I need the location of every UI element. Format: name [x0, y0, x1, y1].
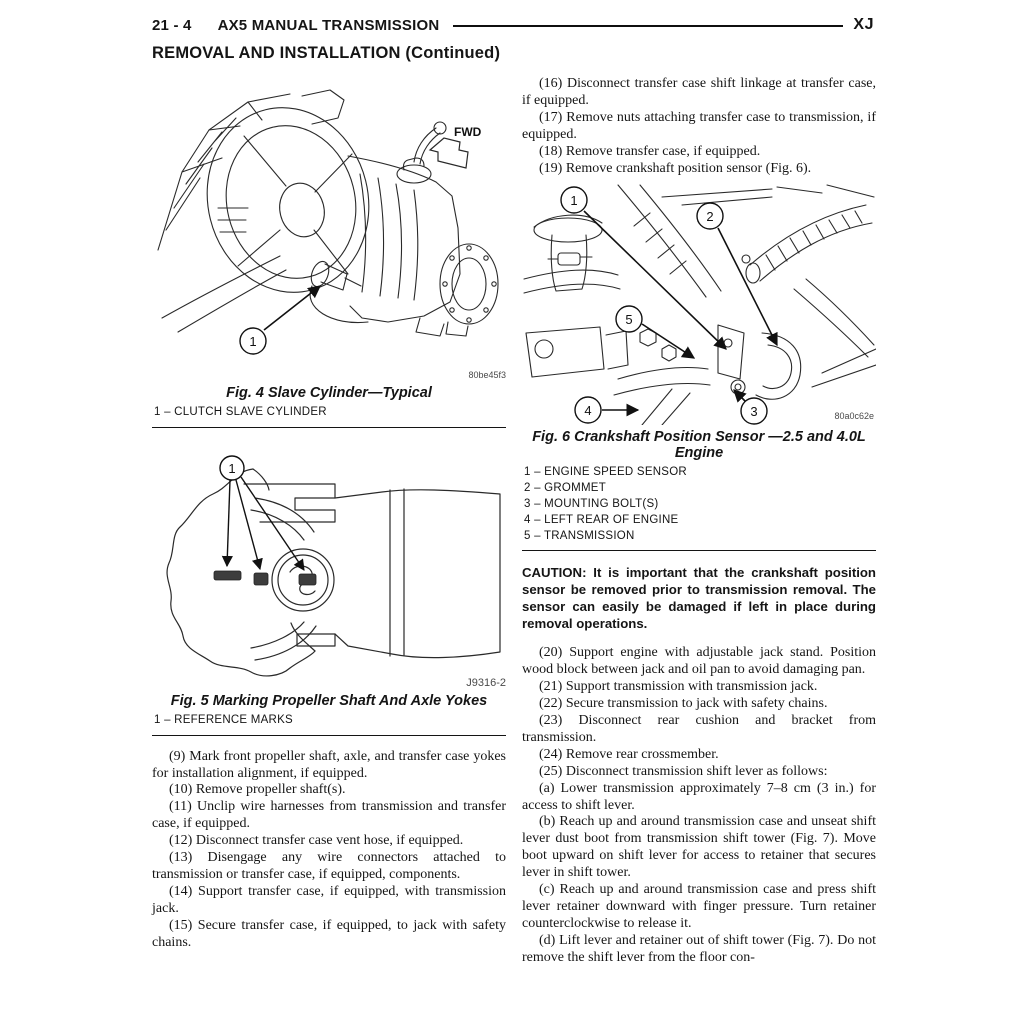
- legend-item: 1 – ENGINE SPEED SENSOR: [524, 466, 687, 479]
- section-heading: REMOVAL AND INSTALLATION (Continued): [152, 44, 501, 62]
- header-rule: [453, 25, 843, 27]
- step-paragraph: (10) Remove propeller shaft(s).: [169, 782, 346, 798]
- step-paragraph: (22) Secure transmission to jack with safety chains.: [539, 696, 828, 712]
- callout-1-number: 1: [570, 193, 578, 209]
- callout-1: [220, 456, 304, 570]
- callout-5-number: 5: [625, 312, 633, 328]
- step-paragraph: (19) Remove crankshaft position sensor (Fig. 6).: [539, 160, 812, 176]
- legend-item: 5 – TRANSMISSION: [524, 529, 635, 542]
- legend-item: 4 – LEFT REAR OF ENGINE: [524, 513, 679, 526]
- step-paragraph: (14) Support transfer case, if equipped, with transmission jack.: [152, 883, 506, 916]
- figure-6-caption-line2: Engine: [674, 445, 724, 462]
- figure-4-drawing: [152, 80, 506, 370]
- transmission-line-art: [158, 90, 498, 336]
- chapter-title: AX5 MANUAL TRANSMISSION: [217, 16, 440, 34]
- step-paragraph: (11) Unclip wire harnesses from transmission and transfer case, if equipped.: [152, 799, 506, 832]
- callout-1: [240, 286, 320, 354]
- right-steps-top: [522, 76, 876, 177]
- page-number: 21 - 4: [152, 16, 192, 34]
- legend-item: 3 – MOUNTING BOLT(S): [524, 498, 659, 511]
- figure-5-legend: [152, 714, 506, 728]
- callout-3-number: 3: [750, 404, 758, 420]
- figure-6-legend: [522, 466, 876, 543]
- divider-rule: [522, 550, 876, 551]
- step-paragraph: (13) Disengage any wire connectors attached to transmission or transfer case, if equipped, components.: [152, 850, 506, 882]
- step-paragraph: (25) Disconnect transmission shift lever as follows:: [539, 763, 828, 779]
- figure-4: [152, 80, 506, 381]
- fwd-label: FWD: [454, 125, 482, 139]
- reference-marks: [214, 571, 316, 585]
- step-paragraph: (20) Support engine with adjustable jack stand. Position wood block between jack and oil pan to avoid damaging pan.: [522, 645, 876, 678]
- callout-1-number: 1: [249, 334, 257, 349]
- divider-rule: [152, 735, 506, 736]
- figure-5-code: J9316-2: [466, 676, 506, 689]
- figure-5: [152, 440, 506, 689]
- figure-6-caption: [522, 429, 876, 461]
- left-steps: [152, 749, 506, 952]
- figure-6-caption-line1: Fig. 6 Crankshaft Position Sensor —2.5 and 4.0L: [532, 429, 866, 446]
- figure-5-drawing: [152, 440, 506, 678]
- callout-1-number: 1: [228, 460, 236, 476]
- figure-4-caption: Fig. 4 Slave Cylinder—Typical: [226, 385, 432, 401]
- step-paragraph: (16) Disconnect transfer case shift linkage at transfer case, if equipped.: [522, 76, 876, 108]
- step-paragraph: (24) Remove rear crossmember.: [539, 746, 719, 762]
- legend-item: 2 – GROMMET: [524, 482, 606, 495]
- figure-6: [522, 183, 876, 425]
- figure-4-code: 80be45f3: [468, 370, 506, 380]
- right-column: [522, 76, 876, 967]
- step-paragraph: (c) Reach up and around transmission case and press shift lever retainer downward with finger pressure. Turn retainer counterclockwise to release it.: [522, 882, 876, 931]
- fwd-arrow: [430, 125, 482, 168]
- figure-6-drawing: [522, 183, 876, 425]
- figure-5-caption: Fig. 5 Marking Propeller Shaft And Axle Yokes: [170, 692, 488, 709]
- step-paragraph: (17) Remove nuts attaching transfer case to transmission, if equipped.: [522, 109, 876, 142]
- step-paragraph: (b) Reach up and around transmission case and unseat shift lever dust boot from transmission shift tower (Fig. 7). Move boot upward on shift lever for access to retainer that secures lever in shift tower.: [522, 814, 876, 881]
- page-header: [152, 16, 874, 34]
- figure-4-legend: [152, 406, 506, 420]
- step-paragraph: (21) Support transmission with transmission jack.: [539, 679, 818, 695]
- divider-rule: [152, 427, 506, 428]
- left-column: [152, 80, 506, 951]
- caution-paragraph: CAUTION: It is important that the crankshaft position sensor be removed prior to transmission removal. The sensor can easily be damaged if left in place during removal operations.: [522, 565, 876, 632]
- step-paragraph: (9) Mark front propeller shaft, axle, and transfer case yokes for installation alignment, if equipped.: [152, 748, 506, 781]
- callout-4-number: 4: [584, 403, 592, 419]
- legend-item: 1 – REFERENCE MARKS: [154, 713, 293, 726]
- right-steps-bottom: [522, 645, 876, 966]
- step-paragraph: (d) Lift lever and retainer out of shift tower (Fig. 7). Do not remove the shift lever from the floor con-: [522, 932, 876, 965]
- callout-2-number: 2: [706, 209, 714, 225]
- figure-6-code: 80a0c62e: [834, 411, 874, 422]
- model-code: XJ: [853, 16, 874, 33]
- step-paragraph: (15) Secure transfer case, if equipped, to jack with safety chains.: [152, 917, 506, 950]
- step-paragraph: (12) Disconnect transfer case vent hose, if equipped.: [169, 833, 464, 849]
- step-paragraph: (23) Disconnect rear cushion and bracket from transmission.: [522, 713, 876, 745]
- step-paragraph: (18) Remove transfer case, if equipped.: [539, 143, 761, 159]
- step-paragraph: (a) Lower transmission approximately 7–8 cm (3 in.) for access to shift lever.: [522, 780, 876, 813]
- legend-item: 1 – CLUTCH SLAVE CYLINDER: [154, 406, 327, 418]
